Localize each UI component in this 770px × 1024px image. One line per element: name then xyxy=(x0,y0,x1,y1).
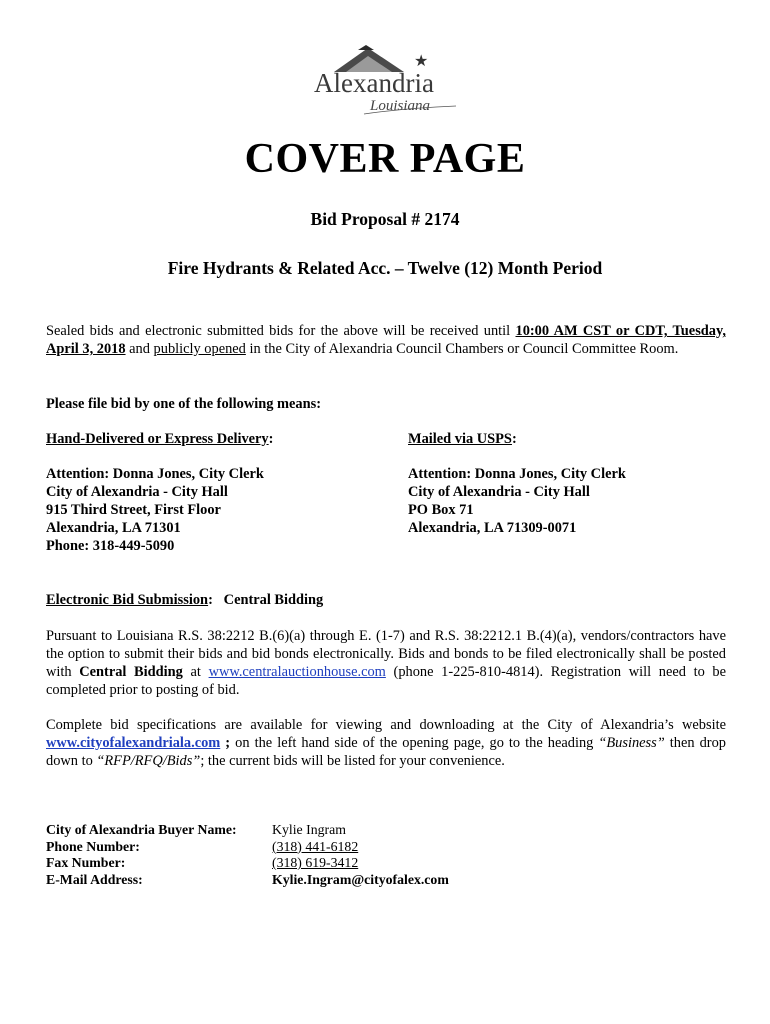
page-title: COVER PAGE xyxy=(244,136,526,182)
electronic-label: Electronic Bid Submission xyxy=(46,592,209,608)
bid-subject: Fire Hydrants & Related Acc. – Twelve (12) Month Period xyxy=(167,258,603,278)
phone-line: Phone: 318-449-5090 xyxy=(46,538,175,554)
colon: : xyxy=(208,592,213,608)
buyer-name: Kylie Ingram xyxy=(272,822,346,837)
specs-text: on the left hand side of the opening page, go to the heading xyxy=(235,735,599,751)
pursuant-text: (phone 1-225-810-4814). Registration will need to be completed prior to posting of bid. xyxy=(46,664,727,698)
fax-number: (318) 619-3412 xyxy=(272,855,359,870)
mailed-label: Mailed via USPS xyxy=(408,431,512,447)
phone-label: Phone Number: xyxy=(46,838,140,854)
semicolon: ; xyxy=(220,735,236,751)
hand-delivered-label: Hand-Delivered or Express Delivery xyxy=(46,431,269,447)
specs-text: Complete bid specifications are available for viewing and downloading at the City of Alexandria’s website xyxy=(46,717,726,733)
city-logo xyxy=(306,44,466,116)
logo-wordmark: Alexandria xyxy=(314,68,434,98)
email-address[interactable]: Kylie.Ingram@cityofalex.com xyxy=(272,871,449,887)
electronic-submission-heading xyxy=(46,591,726,609)
address-line: Alexandria, LA 71301 xyxy=(46,520,181,536)
mailed-address xyxy=(408,465,738,537)
address-line: City of Alexandria - City Hall xyxy=(46,484,228,500)
contact-labels xyxy=(46,822,266,888)
logo-subtitle: Louisiana xyxy=(370,98,431,114)
buyer-name-label: City of Alexandria Buyer Name: xyxy=(46,822,237,837)
central-bidding: Central Bidding xyxy=(223,592,324,608)
pursuant-text: at xyxy=(182,664,209,680)
city-logo-graphic xyxy=(306,44,466,116)
intro-text: Sealed bids and electronic submitted bids for the above will be received until xyxy=(46,323,516,339)
central-auction-link[interactable]: www.centralauctionhouse.com xyxy=(208,664,386,680)
address-line: Attention: Donna Jones, City Clerk xyxy=(46,466,264,482)
specs-text: ; the current bids will be listed for your convenience. xyxy=(200,753,505,769)
pursuant-text: Pursuant to Louisiana R.S. 38:2212 B.(6)(a) through E. (1-7) and R.S. 38:2212.1 B.(4)(a), vendors/contractors have the option to submit their bids and bid bonds electronically. Bids and bonds to be filed electronically shall be posted with xyxy=(46,628,726,680)
svg-text:★: ★ xyxy=(414,51,429,70)
address-line: Alexandria, LA 71309-0071 xyxy=(408,520,577,536)
fax-label: Fax Number: xyxy=(46,855,126,870)
address-line: 915 Third Street, First Floor xyxy=(46,502,221,518)
pursuant-paragraph xyxy=(46,627,726,699)
central-bidding-bold: Central Bidding xyxy=(79,664,183,680)
contact-values xyxy=(272,822,532,888)
address-line: City of Alexandria - City Hall xyxy=(408,484,590,500)
hand-delivered-address xyxy=(46,465,386,555)
specs-text: then drop down to xyxy=(46,735,726,769)
email-label: E-Mail Address: xyxy=(46,871,143,887)
phone-number[interactable]: (318) 441-6182 xyxy=(272,838,359,854)
rfp-heading: “RFP/RFQ/Bids” xyxy=(96,753,201,769)
city-website-link[interactable]: www.cityofalexandriala.com xyxy=(46,735,221,751)
business-heading: “Business” xyxy=(598,735,665,751)
file-means-heading: Please file bid by one of the following means: xyxy=(46,396,322,412)
bid-deadline: 10:00 AM CST or CDT, Tuesday, April 3, 2018 xyxy=(46,323,726,357)
intro-paragraph xyxy=(46,322,726,358)
mailed-heading xyxy=(408,430,738,448)
hand-delivered-heading xyxy=(46,430,386,448)
intro-text: in the City of Alexandria Council Chambers or Council Committee Room. xyxy=(245,341,679,357)
bid-number: Bid Proposal # 2174 xyxy=(310,209,460,229)
specs-paragraph xyxy=(46,716,726,770)
address-line: PO Box 71 xyxy=(408,502,474,518)
address-line: Attention: Donna Jones, City Clerk xyxy=(408,466,626,482)
intro-text: and xyxy=(125,341,154,357)
publicly-opened: publicly opened xyxy=(153,341,246,357)
colon: : xyxy=(511,431,517,447)
colon: : xyxy=(268,431,274,447)
